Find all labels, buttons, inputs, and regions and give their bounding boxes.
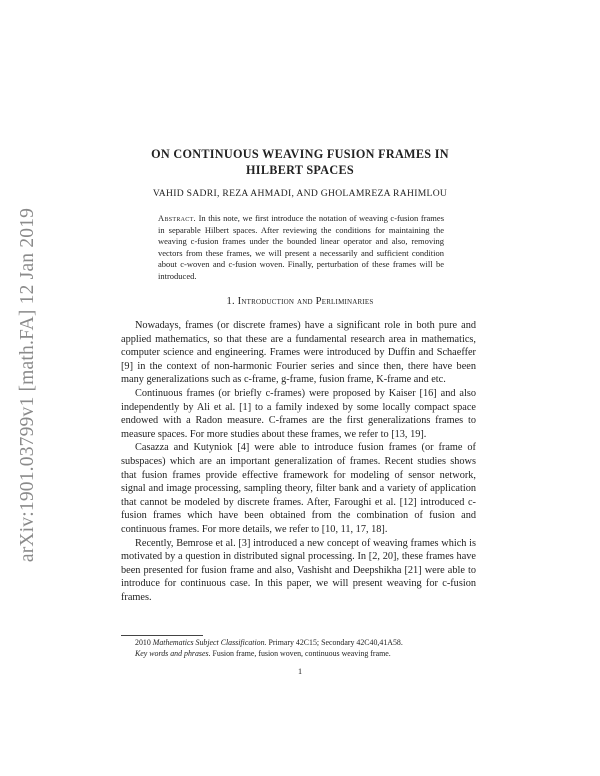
page-number: 1 <box>297 667 303 676</box>
footnotes <box>121 637 481 660</box>
paragraph-2: Continuous frames (or briefly c-frames) were proposed by Kaiser [16] and also independently by Ali et al. [1] to a family indexed by some locally compact space endowed with a Radon measure. C-frames are the first generalizations frames to measure spaces. For more studies about these frames, we refer to [13, 19]. <box>121 387 476 440</box>
title-line-2: HILBERT SPACES <box>246 163 354 177</box>
body-text <box>121 319 476 604</box>
title-line-1: ON CONTINUOUS WEAVING FUSION FRAMES IN <box>151 147 449 161</box>
paragraph-4: Recently, Bemrose et al. [3] introduced a new concept of weaving frames which is motivated by a question in distributed signal processing. In [2, 20], these frames have been presented for fusion frame and also, Vashisht and Deepshikha [21] were able to introduce for continuous case. In this paper, we will present weaving for c-fusion frames. <box>121 537 476 603</box>
abstract-text: In this note, we first introduce the notation of weaving c-fusion frames in separable Hilbert spaces. After reviewing the conditions for maintaining the weaving c-fusion frames under the bounded linear operator and also, removing vectors from these frames, we will present a necessarily and sufficient condition about c-woven and c-fusion woven. Finally, perturbation of these frames will be introduced. <box>158 213 445 281</box>
paragraph-1: Nowadays, frames (or discrete frames) have a significant role in both pure and applied mathematics, so that these are a fundamental research area in mathematics, computer science and engineering. Frames were introduced by Duffin and Schaeffer [9] in the context of non-harmonic Fourier series and since then, there have been many generalizations such as c-frame, g-frame, fusion frame, K-frame and etc. <box>121 320 476 386</box>
footnote-keywords-list: Fusion frame, fusion woven, continuous weaving frame. <box>210 649 391 659</box>
footnote-msc-year: 2010 <box>135 638 153 647</box>
arxiv-identifier: arXiv:1901.03799v1 [math.FA] 12 Jan 2019 <box>17 207 38 563</box>
paper-title <box>120 146 480 178</box>
abstract-label: Abstract. <box>158 213 196 223</box>
section-heading: 1. Introduction and Perliminaries <box>226 296 374 307</box>
footnote-msc <box>121 637 481 648</box>
arxiv-side-stamp <box>10 180 46 590</box>
footnote-keywords-label: Key words and phrases. <box>135 649 211 659</box>
footnote-keywords <box>121 648 481 659</box>
footnote-rule <box>121 635 203 636</box>
abstract <box>158 213 444 283</box>
paragraph-3: Casazza and Kutyniok [4] were able to introduce fusion frames (or frame of subspaces) which are an important generalization of frames. Recent studies shows that fusion frames provide effective framework for modeling of sensor network, signal and image processing, sampling theory, filter bank and a variety of application that cannot be modeled by discrete frames. After, Faroughi et al. [12] introduced c-fusion frames which have been obtained from the combination of fusion and continuous frames. For more details, we refer to [10, 11, 17, 18]. <box>121 442 476 535</box>
footnote-msc-codes: Primary 42C15; Secondary 42C40,41A58. <box>266 638 403 647</box>
author-list: VAHID SADRI, REZA AHMADI, AND GHOLAMREZA RAHIMLOU <box>152 188 448 199</box>
footnote-msc-label: Mathematics Subject Classification. <box>152 638 267 647</box>
